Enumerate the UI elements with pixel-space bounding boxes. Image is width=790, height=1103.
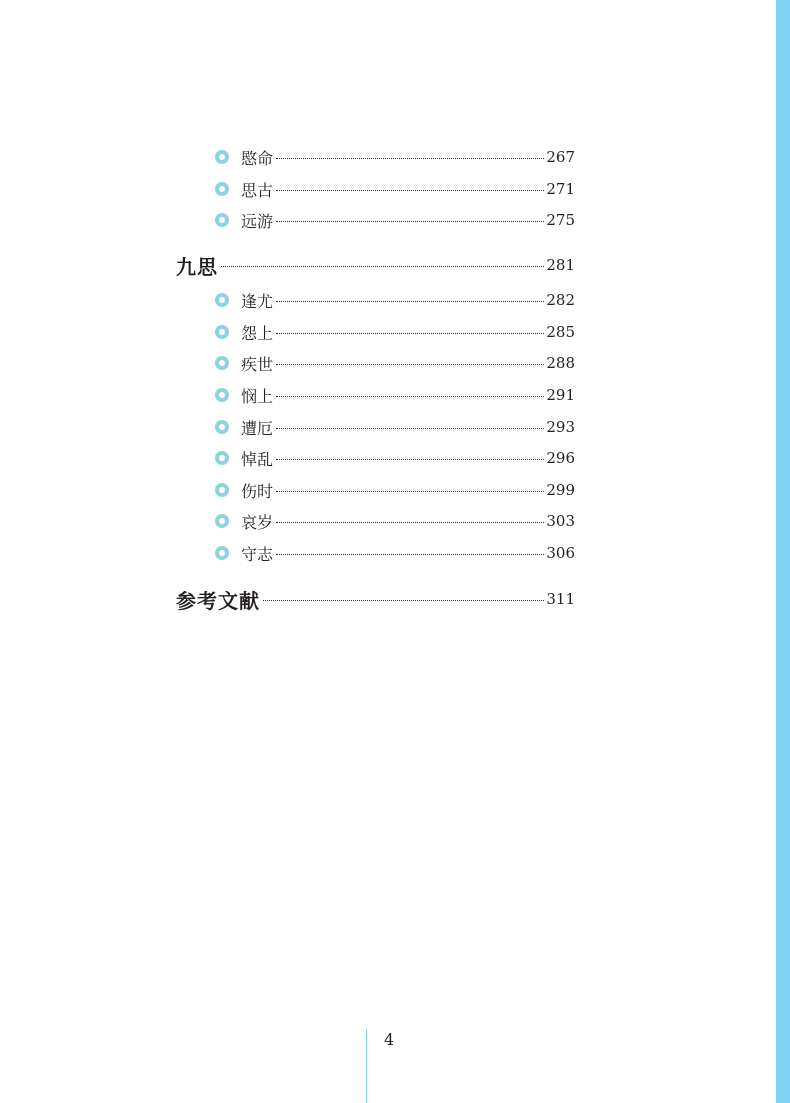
dot-leader xyxy=(276,459,544,460)
bullet-icon xyxy=(215,150,229,164)
toc-entry-page: 311 xyxy=(546,590,575,608)
dot-leader xyxy=(276,221,544,222)
toc-entry-title: 远游 xyxy=(241,211,274,231)
toc-entry-title: 守志 xyxy=(241,544,274,564)
toc-entry-title: 怨上 xyxy=(241,323,274,343)
toc-entry-page: 271 xyxy=(546,180,575,198)
dot-leader xyxy=(276,522,544,523)
toc-section-title: 参考文献 xyxy=(176,588,260,613)
toc-entry[interactable] xyxy=(215,476,575,504)
toc-entry[interactable] xyxy=(215,539,575,567)
toc-entry-title: 悯上 xyxy=(241,386,274,406)
toc-entry[interactable] xyxy=(215,318,575,346)
toc-entry-page: 288 xyxy=(546,354,575,372)
toc-entry-title: 逢尤 xyxy=(241,291,274,311)
dot-leader xyxy=(276,158,544,159)
bullet-icon xyxy=(215,356,229,370)
dot-leader xyxy=(276,428,544,429)
page-number: 4 xyxy=(384,1030,395,1049)
dot-leader xyxy=(276,301,544,302)
toc-entry-page: 306 xyxy=(546,544,575,562)
dot-leader xyxy=(276,491,544,492)
toc-entry[interactable] xyxy=(215,444,575,472)
toc-entry[interactable] xyxy=(215,286,575,314)
toc-entry[interactable] xyxy=(215,349,575,377)
toc-entry-page: 281 xyxy=(546,256,575,274)
dot-leader xyxy=(276,396,544,397)
toc-entry-page: 291 xyxy=(546,386,575,404)
toc-entry-page: 285 xyxy=(546,323,575,341)
side-edge-bar xyxy=(776,0,790,1103)
toc-entry[interactable] xyxy=(215,143,575,171)
dot-leader xyxy=(276,333,544,334)
dot-leader xyxy=(276,190,544,191)
dot-leader xyxy=(221,266,544,267)
dot-leader xyxy=(263,600,544,601)
bullet-icon xyxy=(215,182,229,196)
bullet-icon xyxy=(215,514,229,528)
toc-entry[interactable] xyxy=(215,175,575,203)
bullet-icon xyxy=(215,388,229,402)
toc-entry-page: 293 xyxy=(546,418,575,436)
bullet-icon xyxy=(215,483,229,497)
dot-leader xyxy=(276,554,544,555)
toc-entry[interactable] xyxy=(215,507,575,535)
toc-entry-title: 伤时 xyxy=(241,481,274,501)
toc-entry[interactable] xyxy=(215,413,575,441)
toc-section-title: 九思 xyxy=(176,254,218,279)
toc-entry-title: 思古 xyxy=(241,180,274,200)
toc-entry[interactable] xyxy=(215,381,575,409)
bullet-icon xyxy=(215,293,229,307)
toc-entry-page: 275 xyxy=(546,211,575,229)
toc-entry-page: 299 xyxy=(546,481,575,499)
bullet-icon xyxy=(215,213,229,227)
toc-entry-page: 282 xyxy=(546,291,575,309)
toc-entry-page: 267 xyxy=(546,148,575,166)
toc-entry-title: 悼乱 xyxy=(241,449,274,469)
toc-entry-title: 遭厄 xyxy=(241,418,274,438)
toc-entry-title: 疾世 xyxy=(241,354,274,374)
bullet-icon xyxy=(215,420,229,434)
toc-entry-page: 303 xyxy=(546,512,575,530)
toc-section-entry[interactable] xyxy=(176,585,575,613)
toc-section-entry[interactable] xyxy=(176,251,575,279)
toc-entry[interactable] xyxy=(215,206,575,234)
toc-entry-title: 愍命 xyxy=(241,148,274,168)
bullet-icon xyxy=(215,451,229,465)
toc-entry-title: 哀岁 xyxy=(241,512,274,532)
bullet-icon xyxy=(215,546,229,560)
toc-entry-page: 296 xyxy=(546,449,575,467)
bullet-icon xyxy=(215,325,229,339)
dot-leader xyxy=(276,364,544,365)
footer-divider xyxy=(366,1030,367,1103)
